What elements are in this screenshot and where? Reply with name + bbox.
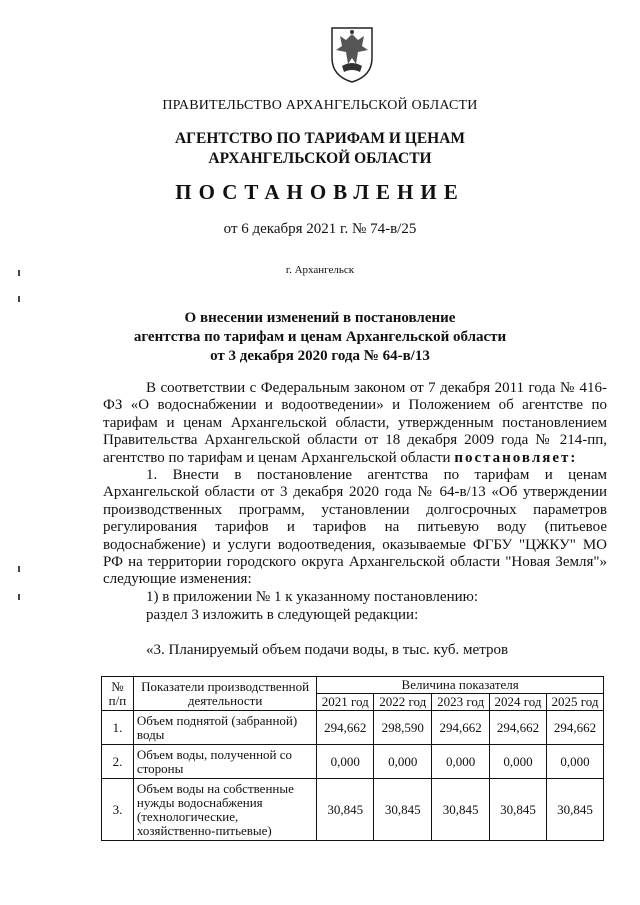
row-value: 30,845 [374, 779, 432, 841]
preamble-text: В соответствии с Федеральным законом от 7 декабря 2011 года № 416-ФЗ «О водоснабжении и водоотведении» и Положением об агентстве по тарифам и ценам Архангельской области, утвержденным постановлением Правительства Архангельской области от 18 декабря 2009 года № 214-пп, агентство по тарифам и ценам Архангельской области [103, 380, 607, 466]
header-number: № п/п [102, 677, 134, 711]
table-header-row [102, 677, 604, 694]
scan-mark [18, 270, 20, 276]
row-number: 1. [102, 711, 134, 745]
section-3-instruction: раздел 3 изложить в следующей редакции: [146, 607, 419, 623]
preamble-paragraph [103, 380, 607, 467]
header-value: Величина показателя [317, 677, 604, 694]
row-value: 0,000 [547, 745, 604, 779]
row-indicator: Объем поднятой (забранной) воды [133, 711, 316, 745]
year-header: 2024 год [490, 694, 547, 711]
document-title [0, 309, 640, 366]
water-supply-table [101, 676, 604, 841]
scan-mark [18, 296, 20, 302]
table-row [102, 745, 604, 779]
agency-name-line1: АГЕНТСТВО ПО ТАРИФАМ И ЦЕНАМ [174, 130, 466, 147]
document-type: ПОСТАНОВЛЕНИЕ [175, 180, 465, 204]
coat-of-arms-emblem [328, 24, 376, 84]
section-3-heading: «3. Планируемый объем подачи воды, в тыс. куб. метров [146, 642, 509, 658]
city: г. Архангельск [285, 264, 355, 276]
year-header: 2022 год [374, 694, 432, 711]
row-value: 30,845 [317, 779, 374, 841]
row-value: 30,845 [432, 779, 490, 841]
header-indicator: Показатели производственной деятельности [133, 677, 316, 711]
row-value: 294,662 [432, 711, 490, 745]
row-value: 294,662 [547, 711, 604, 745]
row-number: 3. [102, 779, 134, 841]
scan-mark [18, 566, 20, 572]
agency-name-line2: АРХАНГЕЛЬСКОЙ ОБЛАСТИ [208, 150, 432, 167]
row-indicator: Объем воды на собственные нужды водоснабжения (технологические, хозяйственно-питьевые) [133, 779, 316, 841]
row-value: 30,845 [490, 779, 547, 841]
row-value: 294,662 [317, 711, 374, 745]
year-header: 2023 год [432, 694, 490, 711]
year-header: 2025 год [547, 694, 604, 711]
row-value: 298,590 [374, 711, 432, 745]
row-indicator: Объем воды, полученной со стороны [133, 745, 316, 779]
clause-1-paragraph: 1. Внести в постановление агентства по тарифам и ценам Архангельской области от 3 декабря 2020 года № 64-в/13 «Об утверждении производственных программ, установлении долгосрочных параметров регулирования тарифов и тарифов на питьевую воду (питьевое водоснабжение) и услуги водоотведения, оказываемые ФГБУ "ЦЖКУ" МО РФ на территории городского округа Архангельской области "Новая Земля"» следующие изменения: [103, 467, 607, 588]
government-name: ПРАВИТЕЛЬСТВО АРХАНГЕЛЬСКОЙ ОБЛАСТИ [162, 98, 478, 113]
title-line2: агентства по тарифам и ценам Архангельской области [133, 329, 507, 345]
subclause-1: 1) в приложении № 1 к указанному постановлению: [146, 589, 478, 605]
resolves-word: постановляет: [454, 449, 578, 466]
table-row [102, 711, 604, 745]
row-value: 0,000 [490, 745, 547, 779]
date-number: от 6 декабря 2021 г. № 74-в/25 [223, 221, 417, 237]
row-number: 2. [102, 745, 134, 779]
year-header: 2021 год [317, 694, 374, 711]
row-value: 0,000 [374, 745, 432, 779]
scan-mark [18, 594, 20, 600]
title-line3: от 3 декабря 2020 года № 64-в/13 [210, 348, 430, 364]
title-line1: О внесении изменений в постановление [184, 310, 456, 326]
row-value: 0,000 [317, 745, 374, 779]
row-value: 30,845 [547, 779, 604, 841]
table-row [102, 779, 604, 841]
row-value: 0,000 [432, 745, 490, 779]
agency-name [0, 129, 640, 169]
row-value: 294,662 [490, 711, 547, 745]
